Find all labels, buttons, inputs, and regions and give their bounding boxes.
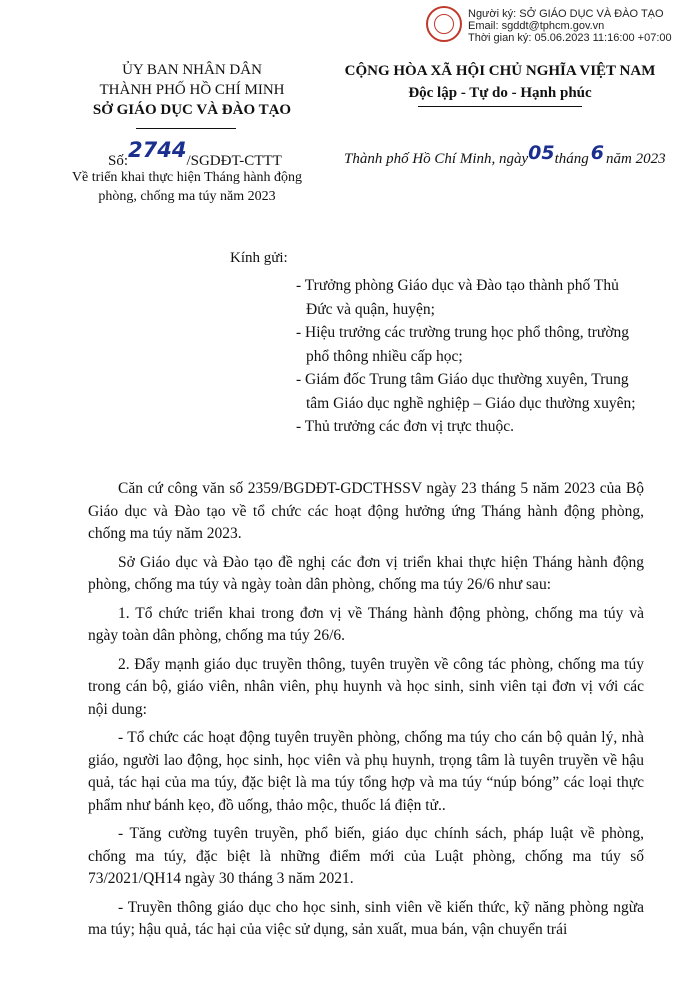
issuer-underline xyxy=(136,128,236,129)
motto-underline xyxy=(418,106,582,107)
document-number-prefix: Số: xyxy=(108,153,129,169)
date-place: Thành phố Hồ Chí Minh, ngày xyxy=(344,151,529,167)
recipient-item: - Thủ trưởng các đơn vị trực thuộc. xyxy=(296,418,514,435)
recipient-item: tâm Giáo dục nghề nghiệp – Giáo dục thường xuyên; xyxy=(306,394,636,412)
body-paragraph: - Tăng cường tuyên truyền, phổ biến, giáo dục chính sách, pháp luật về phòng, chống ma túy, đặc biệt là những điểm mới của Luật phòng, chống ma túy số 73/2021/QH14 ngày 30 tháng 3 năm 2021. xyxy=(88,825,644,887)
recipient-item: Đức và quận, huyện; xyxy=(306,300,435,318)
body-paragraph: - Tổ chức các hoạt động tuyên truyền phòng, chống ma túy cho cán bộ quản lý, nhà giáo, người lao động, học sinh, học viên và phụ huynh, trọng tâm là tuyên truyền về hậu quả, tác hại của ma túy, đặc biệt là ma túy tổng hợp và ma túy “núp bóng” các loại thực phẩm như bánh kẹo, đồ uống, thảo mộc, thuốc lá điện tử.. xyxy=(88,729,644,814)
recipients-label: Kính gửi: xyxy=(230,250,288,266)
document-date xyxy=(344,142,666,168)
body-paragraph: 2. Đẩy mạnh giáo dục truyền thông, tuyên truyền về công tác phòng, chống ma túy trong cán bộ, giáo viên, nhân viên, phụ huynh và học sinh, sinh viên tại đơn vị với các nội dung: xyxy=(88,655,644,718)
date-month-handwritten: 6 xyxy=(590,142,605,164)
date-year: năm 2023 xyxy=(606,151,666,167)
national-motto-block xyxy=(320,60,680,104)
recipient-item: - Trưởng phòng Giáo dục và Đào tạo thành phố Thủ xyxy=(296,277,619,294)
issuer-block xyxy=(62,60,322,120)
national-title: CỘNG HÒA XÃ HỘI CHỦ NGHĨA VIỆT NAM xyxy=(344,63,656,79)
document-body xyxy=(88,478,644,942)
issuer-line-3: SỞ GIÁO DỤC VÀ ĐÀO TẠO xyxy=(92,102,292,118)
recipients-list xyxy=(296,274,676,439)
body-paragraph: Căn cứ công văn số 2359/BGDĐT-GDCTHSSV ngày 23 tháng 5 năm 2023 của Bộ Giáo dục và Đào tạo về tổ chức các hoạt động hưởng ứng Tháng hành động phòng, chống ma túy năm 2023. xyxy=(88,480,644,542)
digital-signature xyxy=(446,8,672,44)
signature-signer: Người ký: SỞ GIÁO DỤC VÀ ĐÀO TẠO xyxy=(468,8,664,20)
date-day-handwritten: 05 xyxy=(528,142,555,164)
date-month-label: tháng xyxy=(554,151,589,167)
document-subject xyxy=(52,168,322,206)
issuer-line-1: ỦY BAN NHÂN DÂN xyxy=(122,62,262,78)
document-number xyxy=(108,138,282,170)
subject-line-2: phòng, chống ma túy năm 2023 xyxy=(98,189,276,204)
body-paragraph: - Truyền thông giáo dục cho học sinh, sinh viên về kiến thức, kỹ năng phòng ngừa ma túy; hậu quả, tác hại của việc sử dụng, sản xuất, mua bán, vận chuyển trái xyxy=(88,898,644,938)
official-seal-icon xyxy=(426,6,462,42)
signature-time: Thời gian ký: 05.06.2023 11:16:00 +07:00 xyxy=(468,32,672,44)
body-paragraph: Sở Giáo dục và Đào tạo đề nghị các đơn vị triển khai thực hiện Tháng hành động phòng, chống ma túy và ngày toàn dân phòng, chống ma túy 26/6 như sau: xyxy=(88,553,644,593)
body-paragraph: 1. Tổ chức triển khai trong đơn vị về Tháng hành động phòng, chống ma túy và ngày toàn dân phòng, chống ma túy 26/6. xyxy=(88,604,644,644)
recipient-item: phổ thông nhiều cấp học; xyxy=(306,347,463,365)
recipient-item: - Giám đốc Trung tâm Giáo dục thường xuyên, Trung xyxy=(296,371,629,388)
issuer-line-2: THÀNH PHỐ HỒ CHÍ MINH xyxy=(99,82,285,98)
document-number-handwritten: 2744 xyxy=(128,138,187,162)
signature-email: Email: sgddt@tphcm.gov.vn xyxy=(468,20,605,32)
subject-line-1: Về triển khai thực hiện Tháng hành động xyxy=(71,170,303,185)
national-motto: Độc lập - Tự do - Hạnh phúc xyxy=(408,85,592,101)
recipient-item: - Hiệu trưởng các trường trung học phổ thông, trường xyxy=(296,324,630,341)
document-number-suffix: /SGDĐT-CTTT xyxy=(186,153,282,169)
